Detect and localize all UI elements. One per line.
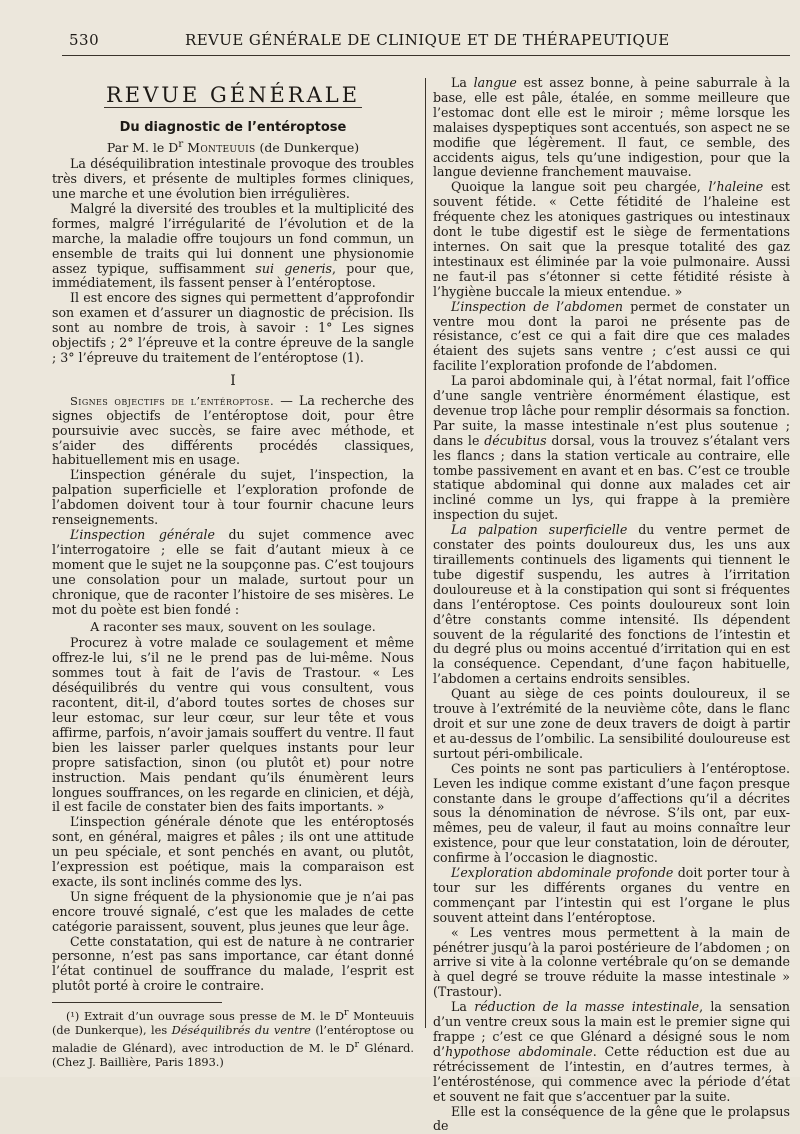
column-divider — [425, 78, 426, 1028]
paragraph: Signes objectifs de l’entéroptose. — La recherche des signes objectifs de l’entéroptose doit, pour être poursuivie avec succès, se faire avec méthode, et s’aider des différents procédés classiques, habituellement mis en usage. — [52, 392, 414, 468]
paragraph: Malgré la diversité des troubles et la multiplicité des formes, malgré l’irrégularité de l’évolution et de la marche, la maladie offre toujours un fond commun, un ensemble de traits qui lui donnent une physionomie assez typique, suffisamment sui generis, pour que, immédiatement, ils fassent penser à l’entéroptose. — [52, 200, 414, 291]
paragraph: L’inspection générale dénote que les entéroptosés sont, en général, maigres et pâles ; ils ont une attitude un peu spéciale, et sont penchés en avant, ou plutôt, l’expression est poétique, mais la comparaison est exacte, ils sont inclinés comme des lys. — [52, 814, 414, 889]
right-column — [433, 76, 790, 1134]
paragraph: Elle est la conséquence de la gêne que le prolapsus de — [433, 1103, 790, 1134]
paragraph: La langue est assez bonne, à peine saburrale à la base, elle est pâle, étalée, en somme meilleure que l’estomac dont elle est le miroir ; même lorsque les malaises dyspeptiques sont accentués, son aspect ne se modifie que légèrement. Il faut, ce semble, des accidents aigus, tels qu’une indigestion, pour que la langue devienne franchement mauvaise. — [433, 75, 790, 180]
running-head — [0, 28, 800, 54]
section-heading: REVUE GÉNÉRALE — [105, 83, 361, 107]
paragraph: « Les ventres mous permettent à la main de pénétrer jusqu’à la paroi postérieure de l’abdomen ; on arrive si vite à la colonne vertébrale qu’on se demande à quel degré se trouve réduite la masse intestinale » (Trastour). — [433, 924, 790, 1000]
paragraph: Il est encore des signes qui permettent d’approfondir son examen et d’assurer un diagnostic de précision. Ils sont au nombre de trois, à savoir : 1° Les signes objectifs ; 2° l’épreuve et la contre épreuve de la sangle ; 3° l’épreuve du traitement de l’entéroptose (1). — [52, 290, 414, 365]
paragraph: Quant au siège de ces points douloureux, il se trouve à l’extrémité de la neuvième côte, dans le flanc droit et sur une zone de deux travers de doigt à partir et au-dessus de l’ombilic. La sensibilité douloureuse est surtout péri-ombilicale. — [433, 686, 790, 761]
byline: Par M. le $D^r$ Monteuuis (de Dunkerque) — [106, 138, 360, 156]
paragraph: Quoique la langue soit peu chargée, l’haleine est souvent fétide. « Cette fétidité de l’haleine est fréquente chez les atoniques gastriques ou intestinaux dont le tube digestif est le siège de fermentations internes. On sait que la presque totalité des gaz intestinaux est éliminée par la voie pulmonaire. Aussi ne faut-il pas s’étonner si cette fétidité résiste à l’hygiène buccale la mieux entendue. » — [433, 179, 790, 299]
paragraph: La palpation superficielle du ventre permet de constater des points douloureux dus, les uns aux tiraillements continuels des ligaments qui tiennent le tube digestif suspendu, les autres à l’irritation douloureuse et à la constipation qui sont si fréquentes dans l’entéroptose. Ces points douloureux sont loin d’être constants comme intensité. Ils dépendent souvent de la régularité des fonctions de l’intestin et du degré plus ou moins accentué d’irritation qui en est la conséquence. Cependant, d’une façon habituelle, l’abdomen a certains endroits sensibles. — [433, 522, 790, 687]
page-number: 530 — [69, 31, 100, 49]
footnote-rule — [52, 1002, 222, 1003]
left-column — [52, 82, 414, 1070]
section-number: I — [230, 372, 236, 389]
footnote: (¹) Extrait d’un ouvrage sous presse de M. le $D^r$ Monteuuis (de Dunkerque), les Déséquilibrés du ventre (l’entéroptose ou maladie de Glénard), avec introduction de M. le $D^r$ Glénard. (Chez J. Baillière, Paris 1893.) — [52, 1007, 414, 1069]
subsection-heading: Signes objectifs de l’entéroptose. — [70, 393, 275, 408]
paragraph: Cette constatation, qui est de nature à ne contrarier personne, n’est pas sans importance, car étant donné l’état continuel de souffrance du malade, l’esprit est plutôt porté à croire le contraire. — [52, 933, 414, 994]
author-name: Monteuuis — [187, 140, 256, 156]
paragraph: L’exploration abdominale profonde doit porter tour à tour sur les différents organes du ventre en commençant par l’intestin qui est l’organe le plus souvent atteint dans l’entéroptose. — [433, 865, 790, 925]
paragraph: Procurez à votre malade ce soulagement et même offrez-le lui, s’il ne le prend pas de lui-même. Nous sommes tout à fait de l’avis de Trastour. « Les déséquilibrés du ventre qui vous consultent, vous racontent, dit-il, d’abord toutes sortes de choses sur leur estomac, sur leur cœur, sur leur tête et vous affirme, parfois, n’avoir jamais souffert du ventre. Il faut bien les laisser parler quelques instants pour leur propre satisfaction, sinon (ou plutôt et) pour notre instruction. Mais pendant qu’ils énumèrent leurs longues souffrances, on les regarde en clinicien, et déjà, il est facile de constater bien des faits importants. » — [52, 635, 414, 815]
paragraph: L’inspection générale du sujet commence avec l’interrogatoire ; elle se fait d’autant mieux à ce moment que le sujet ne la soupçonne pas. C’est toujours une consolation pour un malade, surtout pour un chronique, que de raconter l’histoire de ses misères. Le mot du poète est bien fondé : — [52, 527, 414, 617]
paragraph: La paroi abdominale qui, à l’état normal, fait l’office d’une sangle ventrière énormément élastique, est devenue trop lâche pour remplir désormais sa fonction. Par suite, la masse intestinale n’est plus soutenue ; dans le décubitus dorsal, vous la trouvez s’étalant vers les flancs ; dans la station verticale au contraire, elle tombe passivement en avant et en bas. C’est ce trouble statique abdominal qui donne aux malades cet air incliné comme un lys, qui frappe à la première inspection du sujet. — [433, 373, 791, 523]
paragraph: L’inspection de l’abdomen permet de constater un ventre mou dont la paroi ne présente pas de résistance, c’est ce qui a fait dire que ces malades étaient des sujets sans ventre ; c’est aussi ce qui facilite l’exploration profonde de l’abdomen. — [433, 298, 790, 374]
header-rule — [62, 55, 790, 56]
paragraph: L’inspection générale du sujet, l’inspection, la palpation superficielle et l’exploration profonde de l’abdomen doivent tour à tour fournir chacune leurs renseignements. — [52, 467, 414, 528]
paragraph: La réduction de la masse intestinale, la sensation d’un ventre creux sous la main est le premier signe qui frappe ; c’est ce que Glénard a désigné sous le nom d’hypothose abdominale. Cette réduction est due au rétrécissement de l’intestin, en d’autres termes, à l’entérosténose, qui commence avec la période d’état et souvent ne fait que s’accentuer par la suite. — [433, 999, 791, 1104]
article-title: Du diagnostic de l’entéroptose — [119, 120, 347, 135]
paragraph: Ces points ne sont pas particuliers à l’entéroptose. Leven les indique comme existant d’une façon presque constante dans le groupe d’affections qu’il a décrites sous la dénomination de névrose. S’ils ont, par eux-mêmes, peu de valeur, il faut au moins connaître leur existence, pour que leur constatation, loin de dérouter, confirme à l’occasion le diagnostic. — [433, 760, 790, 866]
journal-title: REVUE GÉNÉRALE DE CLINIQUE ET DE THÉRAPEUTIQUE — [185, 31, 670, 49]
verse-quote: A raconter ses maux, souvent on les soulage. — [90, 619, 376, 635]
paragraph: La déséquilibration intestinale provoque des troubles très divers, et présente de multiples formes cliniques, une marche et une évolution bien irrégulières. — [52, 156, 414, 201]
paragraph: Un signe fréquent de la physionomie que je n’ai pas encore trouvé signalé, c’est que les malades de cette catégorie paraissent, souvent, plus jeunes que leur âge. — [52, 888, 414, 934]
